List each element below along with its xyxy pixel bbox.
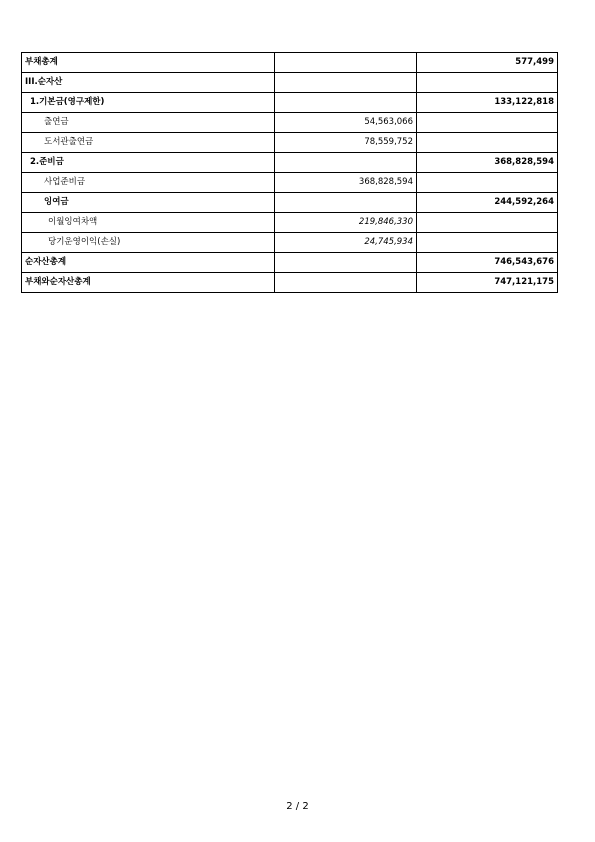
row-label: 부채총계: [22, 53, 275, 73]
row-total: 133,122,818: [417, 93, 558, 113]
row-amount: 24,745,934: [275, 233, 417, 253]
table-row: [22, 73, 558, 93]
row-amount: [275, 153, 417, 173]
table-row: [22, 153, 558, 173]
row-amount: 368,828,594: [275, 173, 417, 193]
balance-sheet-table: [21, 52, 558, 293]
row-total: 746,543,676: [417, 253, 558, 273]
row-total: 244,592,264: [417, 193, 558, 213]
row-label: 이월잉여차액: [22, 213, 275, 233]
row-label: 1.기본금(영구제한): [22, 93, 275, 113]
row-label: 잉여금: [22, 193, 275, 213]
row-label: 도서관출연금: [22, 133, 275, 153]
row-total: [417, 133, 558, 153]
row-label: III.순자산: [22, 73, 275, 93]
row-amount: 54,563,066: [275, 113, 417, 133]
row-label: 사업준비금: [22, 173, 275, 193]
table-row: [22, 253, 558, 273]
row-amount: [275, 53, 417, 73]
row-amount: [275, 193, 417, 213]
row-amount: [275, 93, 417, 113]
row-total: 577,499: [417, 53, 558, 73]
page-number: 2 / 2: [286, 801, 309, 812]
table-row: [22, 173, 558, 193]
row-amount: [275, 253, 417, 273]
row-label: 순자산총계: [22, 253, 275, 273]
table-row: [22, 233, 558, 253]
row-total: [417, 73, 558, 93]
row-total: [417, 233, 558, 253]
table-row: [22, 213, 558, 233]
row-amount: 78,559,752: [275, 133, 417, 153]
row-label: 2.준비금: [22, 153, 275, 173]
table-row: [22, 113, 558, 133]
row-amount: 219,846,330: [275, 213, 417, 233]
table-row: [22, 193, 558, 213]
table-row: [22, 93, 558, 113]
row-label: 당기운영이익(손실): [22, 233, 275, 253]
row-total: [417, 213, 558, 233]
table-row: [22, 53, 558, 73]
row-amount: [275, 273, 417, 293]
row-label: 출연금: [22, 113, 275, 133]
row-total: 747,121,175: [417, 273, 558, 293]
table-row: [22, 273, 558, 293]
row-total: [417, 173, 558, 193]
row-amount: [275, 73, 417, 93]
row-total: [417, 113, 558, 133]
row-label: 부채와순자산총계: [22, 273, 275, 293]
row-total: 368,828,594: [417, 153, 558, 173]
table-row: [22, 133, 558, 153]
